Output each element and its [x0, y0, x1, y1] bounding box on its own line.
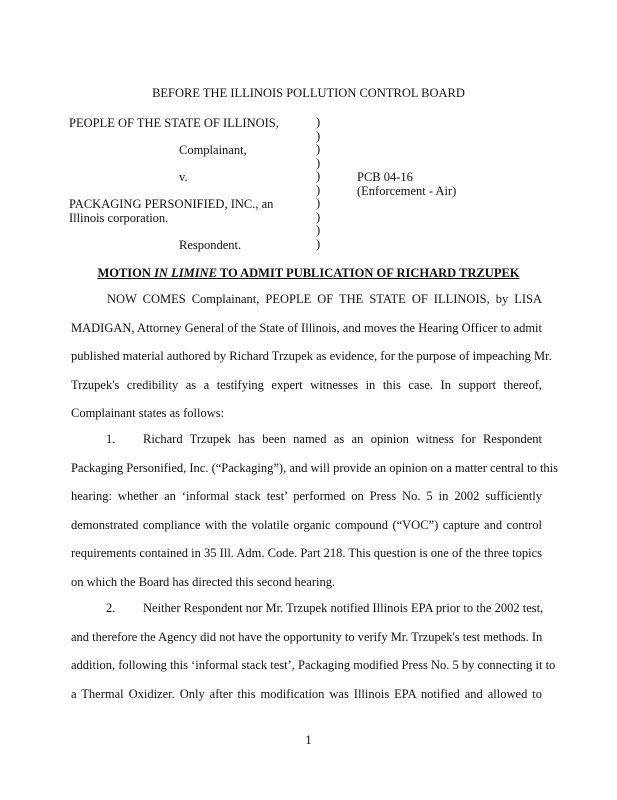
plaintiff-role: Complainant, [179, 143, 247, 157]
defendant-role: Respondent. [179, 238, 242, 252]
case-type: (Enforcement - Air) [357, 184, 457, 198]
caption-paren: ) [316, 223, 321, 237]
intro-paragraph [71, 285, 552, 428]
caption-paren: ) [316, 209, 321, 224]
intro-line: NOW COMES Complainant, PEOPLE OF THE STATE OF ILLINOIS, by LISA [107, 292, 542, 306]
caption-paren: ) [316, 128, 321, 143]
para1-line: Richard Trzupek has been named as an opinion witness for Respondent [143, 432, 542, 446]
para2-line: addition, following this ‘informal stack test’, Packaging modified Press No. 5 by connecting it to [71, 658, 556, 673]
caption-paren: ) [316, 142, 321, 156]
motion-title-suffix: TO ADMIT PUBLICATION OF RICHARD TRZUPEK [216, 266, 520, 280]
caption-paren: ) [316, 115, 321, 129]
para1-number: 1. [106, 432, 116, 446]
intro-line: Complainant states as follows: [71, 406, 225, 421]
plaintiff-name: PEOPLE OF THE STATE OF ILLINOIS, [69, 116, 279, 130]
paragraph-1 [71, 425, 559, 597]
versus: v. [179, 170, 188, 184]
para2-line: a Thermal Oxidizer. Only after this modification was Illinois EPA notified and allowed to [71, 686, 542, 701]
para1-line: requirements contained in 35 Ill. Adm. Code. Part 218. This question is one of the three topics [71, 546, 542, 561]
defendant-name-line1: PACKAGING PERSONIFIED, INC., an [69, 197, 274, 211]
defendant-name-line2: Illinois corporation. [69, 211, 169, 225]
paragraph-2 [71, 594, 556, 708]
case-number: PCB 04-16 [357, 170, 413, 184]
para1-line: hearing: whether an ‘informal stack test’ performed on Press No. 5 in 2002 sufficiently [71, 489, 542, 504]
caption-paren: ) [316, 196, 321, 210]
caption-paren: ) [316, 169, 321, 183]
para2-number: 2. [106, 601, 116, 615]
intro-line: MADIGAN, Attorney General of the State of Illinois, and moves the Hearing Officer to admit [71, 320, 542, 335]
motion-title-prefix: MOTION [97, 266, 155, 280]
para2-line: Neither Respondent nor Mr. Trzupek notified Illinois EPA prior to the 2002 test, [143, 601, 544, 615]
motion-title-italic: IN LIMINE [154, 266, 217, 280]
intro-line: published material authored by Richard Trzupek as evidence, for the purpose of impeaching Mr. [71, 349, 552, 364]
caption-paren-column [316, 116, 326, 251]
caption-paren: ) [316, 236, 321, 251]
caption-paren: ) [316, 155, 321, 170]
board-heading: BEFORE THE ILLINOIS POLLUTION CONTROL BOARD [152, 86, 465, 100]
intro-line: Trzupek's credibility as a testifying expert witnesses in this case. In support thereof, [71, 377, 542, 392]
caption-paren: ) [316, 182, 321, 197]
para1-line: Packaging Personified, Inc. (“Packaging”), and will provide an opinion on a matter central to this [71, 460, 559, 475]
para1-line: on which the Board has directed this second hearing. [71, 574, 336, 589]
para2-line: and therefore the Agency did not have the opportunity to verify Mr. Trzupek's test methods. In [71, 629, 543, 644]
page-number: 1 [305, 733, 312, 747]
para1-line: demonstrated compliance with the volatile organic compound (“VOC”) capture and control [71, 517, 542, 532]
motion-title [0, 266, 617, 280]
